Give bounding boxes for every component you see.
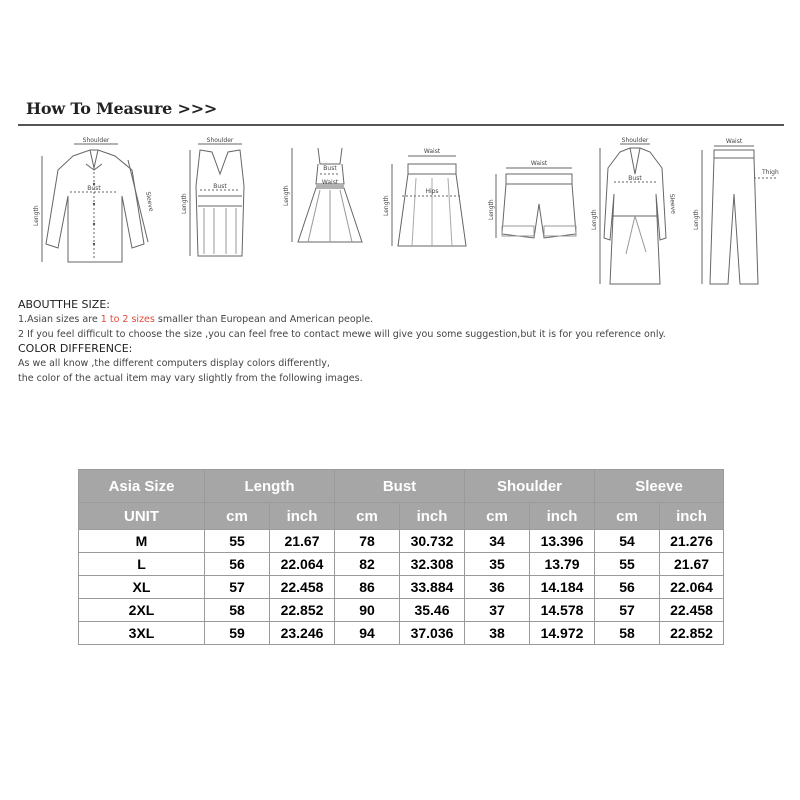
table-cell: 14.578: [530, 599, 595, 622]
table-cell: 90: [335, 599, 400, 622]
table-row: [79, 599, 724, 622]
table-cell: 35.46: [400, 599, 465, 622]
skirt-label-hips: Hips: [425, 188, 439, 195]
blouse-label-length: Length: [33, 205, 40, 226]
unit-cell: cm: [465, 503, 530, 530]
table-cell: 82: [335, 553, 400, 576]
tank-top-diagram: [168, 134, 273, 294]
table-cell: 33.884: [400, 576, 465, 599]
unit-cell: cm: [335, 503, 400, 530]
table-cell: 37: [465, 599, 530, 622]
blouse-label-shoulder: Shoulder: [82, 137, 110, 144]
title-divider: [18, 124, 784, 126]
note-line-3: As we all know ,the different computers display colors differently,: [18, 358, 330, 369]
skirt-diagram: [380, 134, 480, 294]
size-cell: 2XL: [79, 599, 205, 622]
unit-cell: inch: [270, 503, 335, 530]
unit-cell: cm: [595, 503, 660, 530]
table-cell: 34: [465, 530, 530, 553]
table-cell: 55: [595, 553, 660, 576]
table-cell: 23.246: [270, 622, 335, 645]
unit-cell: inch: [530, 503, 595, 530]
table-row: [79, 622, 724, 645]
coat-diagram: [590, 134, 680, 294]
table-cell: 35: [465, 553, 530, 576]
table-cell: 94: [335, 622, 400, 645]
skirt-label-waist: Waist: [423, 148, 441, 155]
shorts-diagram: [486, 134, 586, 294]
pants-label-length: Length: [693, 209, 700, 230]
table-cell: 54: [595, 530, 660, 553]
table-cell: 59: [205, 622, 270, 645]
unit-row: [79, 503, 724, 530]
table-cell: 55: [205, 530, 270, 553]
pants-diagram: [690, 134, 784, 294]
coat-label-shoulder: Shoulder: [621, 137, 649, 144]
table-cell: 57: [205, 576, 270, 599]
dress-diagram: [280, 134, 380, 294]
size-cell: XL: [79, 576, 205, 599]
table-cell: 57: [595, 599, 660, 622]
header-sleeve: Sleeve: [595, 470, 724, 503]
table-cell: 58: [595, 622, 660, 645]
table-cell: 38: [465, 622, 530, 645]
unit-label: UNIT: [79, 503, 205, 530]
dress-label-waist: Waist: [321, 179, 339, 186]
size-cell: L: [79, 553, 205, 576]
table-cell: 22.064: [660, 576, 724, 599]
table-cell: 21.67: [270, 530, 335, 553]
dress-label-length: Length: [283, 185, 290, 206]
table-cell: 78: [335, 530, 400, 553]
about-size-heading: ABOUTTHE SIZE:: [18, 298, 110, 311]
tank-top-label-length: Length: [181, 193, 188, 214]
skirt-label-length: Length: [383, 195, 390, 216]
table-cell: 22.458: [660, 599, 724, 622]
note-line-1-highlight: 1 to 2 sizes: [100, 314, 155, 325]
table-cell: 22.852: [660, 622, 724, 645]
note-line-4: the color of the actual item may vary slightly from the following images.: [18, 373, 363, 384]
table-cell: 21.67: [660, 553, 724, 576]
table-cell: 22.064: [270, 553, 335, 576]
blouse-label-bust: Bust: [87, 185, 101, 192]
size-chart-table: [78, 469, 724, 645]
note-line-2: 2 If you feel difficult to choose the size ,you can feel free to contact mewe will give you some suggestion,but it is for you reference only.: [18, 329, 666, 340]
unit-cell: inch: [400, 503, 465, 530]
table-cell: 58: [205, 599, 270, 622]
table-cell: 14.972: [530, 622, 595, 645]
coat-label-bust: Bust: [628, 175, 642, 182]
note-line-1-prefix: 1.Asian sizes are: [18, 314, 101, 325]
table-cell: 56: [205, 553, 270, 576]
how-to-measure-title: How To Measure >>>: [26, 99, 218, 118]
tank-top-label-shoulder: Shoulder: [206, 137, 234, 144]
dress-label-bust: Bust: [323, 165, 337, 172]
measurement-diagrams: [18, 134, 784, 294]
header-asia-size: Asia Size: [79, 470, 205, 503]
table-cell: 13.396: [530, 530, 595, 553]
blouse-diagram: [28, 134, 158, 294]
table-cell: 22.458: [270, 576, 335, 599]
table-row: [79, 530, 724, 553]
header-group-row: [79, 470, 724, 503]
coat-label-length: Length: [591, 209, 598, 230]
how-to-measure-section: [18, 96, 784, 384]
shorts-label-waist: Waist: [530, 160, 548, 167]
blouse-label-sleeve: Sleeve: [144, 191, 155, 213]
note-line-1-suffix: smaller than European and American people.: [154, 314, 374, 325]
table-cell: 30.732: [400, 530, 465, 553]
table-cell: 32.308: [400, 553, 465, 576]
pants-label-thigh: Thigh: [762, 169, 779, 176]
header-bust: Bust: [335, 470, 465, 503]
header-length: Length: [205, 470, 335, 503]
shorts-label-length: Length: [488, 199, 495, 220]
color-difference-heading: COLOR DIFFERENCE:: [18, 342, 133, 355]
unit-cell: inch: [660, 503, 724, 530]
table-cell: 56: [595, 576, 660, 599]
coat-label-sleeve: Sleeve: [668, 193, 677, 215]
table-cell: 14.184: [530, 576, 595, 599]
table-cell: 37.036: [400, 622, 465, 645]
table-cell: 22.852: [270, 599, 335, 622]
size-notes: [18, 298, 784, 386]
table-cell: 21.276: [660, 530, 724, 553]
size-cell: 3XL: [79, 622, 205, 645]
tank-top-label-bust: Bust: [213, 183, 227, 190]
header-shoulder: Shoulder: [465, 470, 595, 503]
table-cell: 13.79: [530, 553, 595, 576]
pants-label-waist: Waist: [725, 138, 743, 145]
table-row: [79, 553, 724, 576]
table-row: [79, 576, 724, 599]
size-cell: M: [79, 530, 205, 553]
note-line-1: [18, 312, 784, 327]
table-cell: 86: [335, 576, 400, 599]
table-cell: 36: [465, 576, 530, 599]
unit-cell: cm: [205, 503, 270, 530]
